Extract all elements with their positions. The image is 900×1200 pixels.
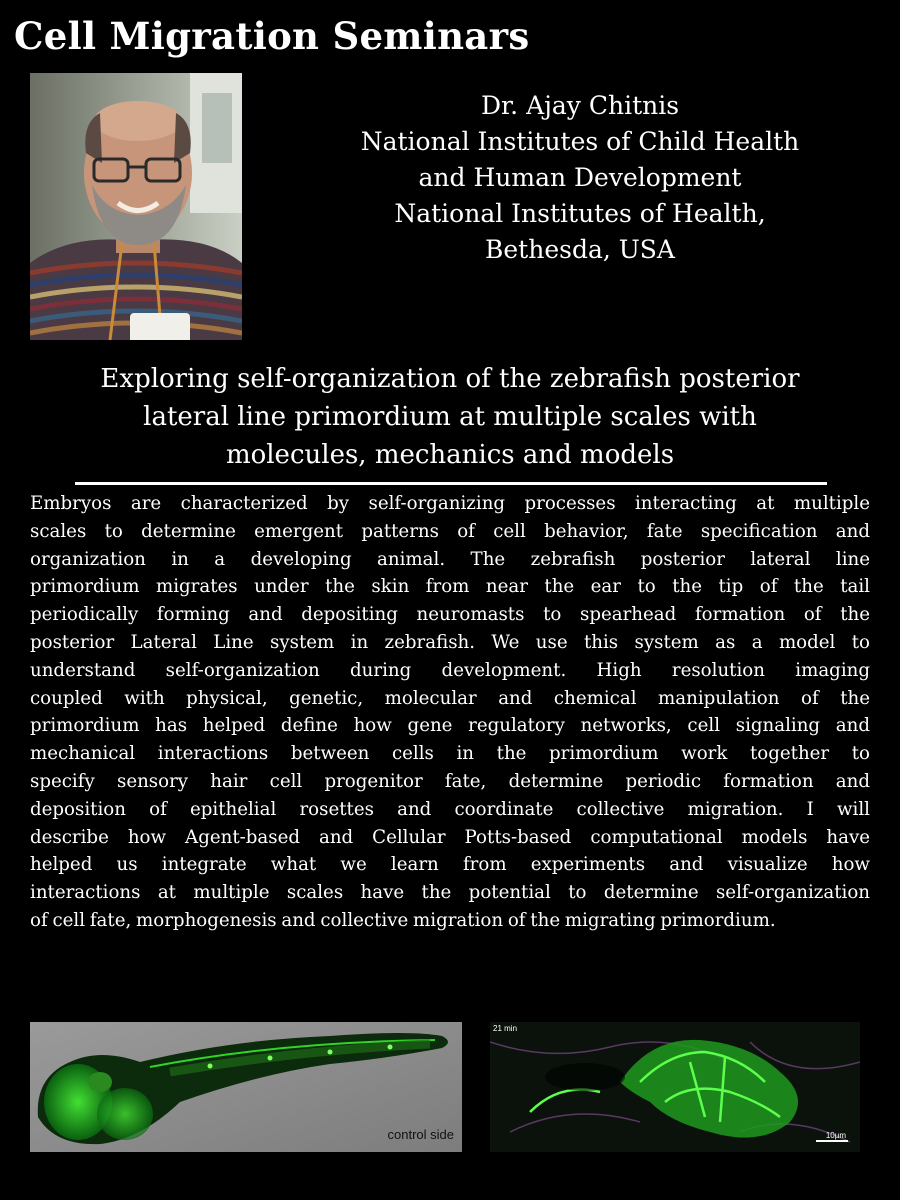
abstract-line: interactions at multiple scales have the potential to determine self-organization xyxy=(30,882,870,904)
scale-bar-label: 10µm xyxy=(825,1131,846,1140)
abstract-line: Embryos are characterized by self-organizing processes interacting at multiple xyxy=(30,493,870,514)
title-divider xyxy=(75,482,827,485)
speaker-affiliation-line: National Institutes of Health, xyxy=(394,199,766,228)
speaker-affiliation-line: and Human Development xyxy=(418,163,742,192)
figure-caption: control side xyxy=(387,1127,454,1142)
abstract-line: periodically forming and depositing neuromasts to spearhead formation of the xyxy=(30,604,870,626)
abstract-line: describe how Agent-based and Cellular Potts-based computational models have xyxy=(30,826,870,848)
abstract-line: understand self-organization during development. High resolution imaging xyxy=(30,659,870,681)
abstract-line: posterior Lateral Line system in zebrafish. We use this system as a model to xyxy=(30,631,870,653)
primordium-micrograph xyxy=(490,1022,860,1152)
talk-title-line: lateral line primordium at multiple scales with xyxy=(143,402,757,432)
abstract-line: primordium migrates under the skin from near the ear to the tip of the tail xyxy=(30,576,870,598)
abstract-line: mechanical interactions between cells in the primordium work together to xyxy=(30,743,870,765)
abstract-line: deposition of epithelial rosettes and coordinate collective migration. I will xyxy=(30,798,870,820)
abstract xyxy=(30,490,870,935)
speaker-name: Dr. Ajay Chitnis xyxy=(480,91,680,120)
abstract-line: coupled with physical, genetic, molecular and chemical manipulation of the xyxy=(30,687,870,709)
series-title: Cell Migration Seminars xyxy=(14,14,530,58)
abstract-line: of cell fate, morphogenesis and collective migration of the migrating primordium. xyxy=(30,909,776,931)
abstract-line: scales to determine emergent patterns of cell behavior, fate specification and xyxy=(30,520,870,542)
speaker-affiliation-line: Bethesda, USA xyxy=(485,235,675,264)
speaker-affiliation-line: National Institutes of Child Health xyxy=(360,127,800,156)
zebrafish-embryo-image xyxy=(30,1022,462,1152)
abstract-line: helped us integrate what we learn from experiments and visualize how xyxy=(30,854,870,876)
timestamp-label: 21 min xyxy=(493,1024,518,1033)
abstract-line: primordium has helped define how gene regulatory networks, cell signaling and xyxy=(30,715,870,737)
talk-title-line: molecules, mechanics and models xyxy=(225,440,675,470)
talk-title-line: Exploring self-organization of the zebrafish posterior xyxy=(100,364,800,394)
talk-title xyxy=(20,360,880,474)
abstract-line: specify sensory hair cell progenitor fate, determine periodic formation and xyxy=(30,770,870,792)
speaker-photo xyxy=(30,73,242,340)
abstract-line: organization in a developing animal. The zebrafish posterior lateral line xyxy=(30,548,870,570)
speaker-info xyxy=(290,88,870,268)
scale-bar xyxy=(816,1140,848,1142)
